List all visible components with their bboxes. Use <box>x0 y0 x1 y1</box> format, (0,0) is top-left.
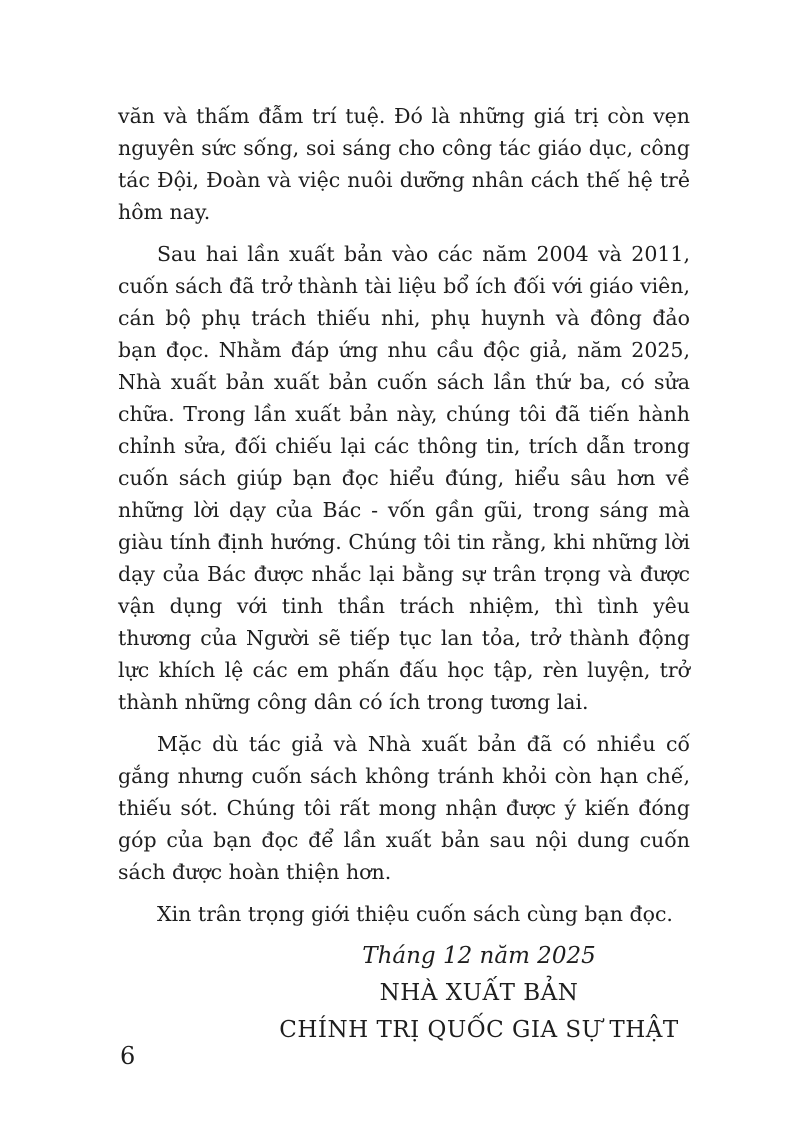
body-paragraph-3: Mặc dù tác giả và Nhà xuất bản đã có nhiều cố gắng nhưng cuốn sách không tránh khỏi còn hạn chế, thiếu sót. Chúng tôi rất mong nhận được ý kiến đóng góp của bạn đọc để lần xuất bản sau nội dung cuốn sách được hoàn thiện hơn. <box>118 732 690 884</box>
publisher-name-line-1: NHÀ XUẤT BẢN <box>379 980 579 1006</box>
body-paragraph-2: Sau hai lần xuất bản vào các năm 2004 và 2011, cuốn sách đã trở thành tài liệu bổ ích đối với giáo viên, cán bộ phụ trách thiếu nhi, phụ huynh và đông đảo bạn đọc. Nhằm đáp ứng nhu cầu độc giả, năm 2025, Nhà xuất bản xuất bản cuốn sách lần thứ ba, có sửa chữa. Trong lần xuất bản này, chúng tôi đã tiến hành chỉnh sửa, đối chiếu lại các thông tin, trích dẫn trong cuốn sách giúp bạn đọc hiểu đúng, hiểu sâu hơn về những lời dạy của Bác - vốn gần gũi, trong sáng mà giàu tính định hướng. Chúng tôi tin rằng, khi những lời dạy của Bác được nhắc lại bằng sự trân trọng và được vận dụng với tinh thần trách nhiệm, thì tình yêu thương của Người sẽ tiếp tục lan tỏa, trở thành động lực khích lệ các em phấn đấu học tập, rèn luyện, trở thành những công dân có ích trong tương lai. <box>118 242 690 714</box>
publication-date: Tháng 12 năm 2025 <box>362 943 596 969</box>
page-body <box>118 100 690 1049</box>
body-paragraph-1: văn và thấm đẫm trí tuệ. Đó là những giá trị còn vẹn nguyên sức sống, soi sáng cho công tác giáo dục, công tác Đội, Đoàn và việc nuôi dưỡng nhân cách thế hệ trẻ hôm nay. <box>118 104 690 224</box>
page-number: 6 <box>120 1042 136 1070</box>
publisher-name-line-2: CHÍNH TRỊ QUỐC GIA SỰ THẬT <box>279 1017 679 1043</box>
signature-block <box>268 938 690 1049</box>
closing-paragraph: Xin trân trọng giới thiệu cuốn sách cùng bạn đọc. <box>157 902 673 926</box>
